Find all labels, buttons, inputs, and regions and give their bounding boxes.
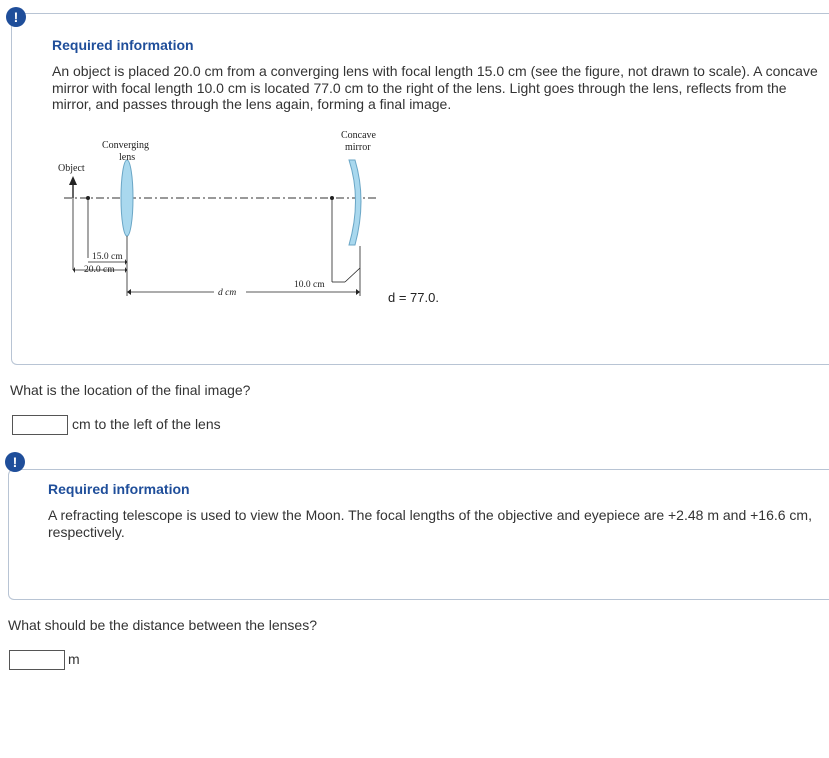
- alert-icon: !: [5, 452, 25, 472]
- converging-lens: [121, 160, 133, 236]
- section1-question: What is the location of the final image?: [10, 382, 251, 398]
- object-label: Object: [58, 163, 85, 174]
- section2-title: Required information: [48, 481, 190, 497]
- dim-15-label: 15.0 cm: [92, 252, 123, 262]
- optics-figure: [0, 0, 829, 330]
- concave-mirror: [349, 160, 361, 245]
- section2-unit: m: [68, 651, 80, 667]
- section2-question: What should be the distance between the lenses?: [8, 617, 317, 633]
- lens-label-2: lens: [119, 152, 136, 163]
- mirror-label-2: mirror: [345, 142, 371, 153]
- section1-answer-input[interactable]: [12, 415, 68, 435]
- lens-label-1: Converging: [102, 140, 150, 151]
- section1-body: An object is placed 20.0 cm from a converging lens with focal length 15.0 cm (see the figure, not drawn to scale). A concave mirror with focal length 10.0 cm is located 77.0 cm to the right of the lens. Light goes through the lens, reflects from the mirror, and passes through the lens again, forming a final image.: [52, 63, 818, 112]
- section2-answer-input[interactable]: [9, 650, 65, 670]
- section1-title: Required information: [52, 37, 194, 53]
- mirror-label-1: Concave: [341, 130, 376, 141]
- object-arrowhead: [69, 176, 77, 185]
- dim-d-label: d cm: [218, 288, 237, 298]
- section1-unit: cm to the left of the lens: [72, 416, 221, 432]
- dim-10-label: 10.0 cm: [294, 280, 325, 290]
- dim-20-label: 20.0 cm: [84, 265, 115, 275]
- alert-icon: !: [6, 7, 26, 27]
- section2-body: A refracting telescope is used to view the Moon. The focal lengths of the objective and eyepiece are +2.48 m and +16.6 cm, respectively.: [48, 507, 812, 540]
- d-value: d = 77.0.: [388, 290, 439, 305]
